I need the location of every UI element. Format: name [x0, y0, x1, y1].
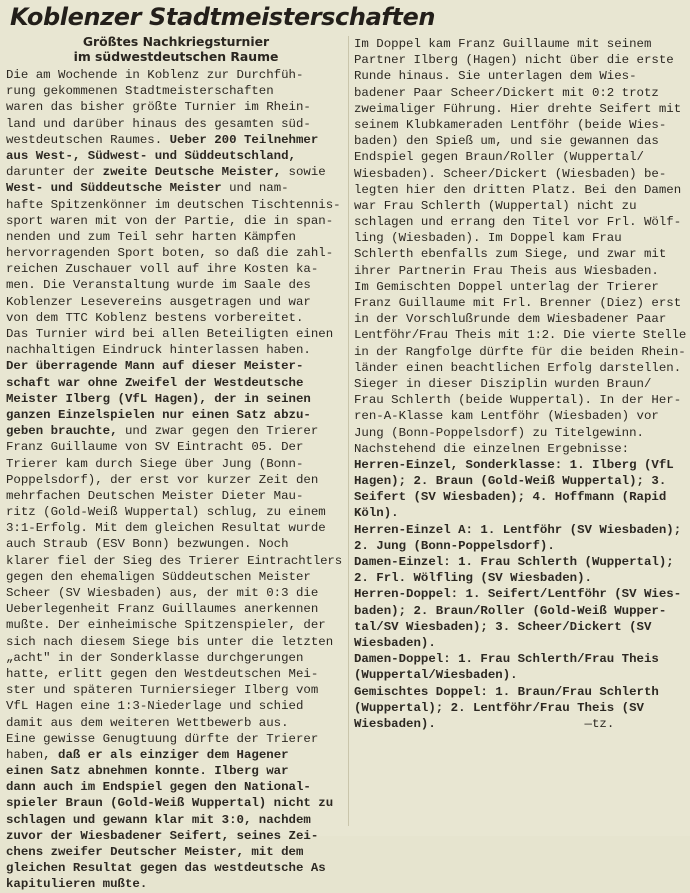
- text-segment: Ueber 200 Teilnehmer: [162, 132, 319, 147]
- text-segment: ren-A-Klasse kam Lentföhr (Wiesbaden) vor: [354, 409, 659, 424]
- text-line: [354, 85, 686, 101]
- text-segment: Schlerth ebenfalls zum Siege, und zwar mit: [354, 247, 667, 262]
- text-line: [6, 715, 342, 731]
- text-line: [6, 67, 342, 83]
- text-line: [6, 164, 342, 180]
- text-line: [6, 358, 342, 374]
- text-line: [354, 263, 686, 279]
- article-subheadline: [6, 34, 346, 64]
- text-line: [354, 376, 686, 392]
- text-line: [354, 295, 686, 311]
- text-segment: „acht" in der Sonderklasse durchgerungen: [6, 650, 304, 665]
- text-line: [354, 684, 686, 700]
- text-segment: tal/SV Wiesbaden); 3. Scheer/Dickert (SV: [354, 619, 652, 634]
- text-line: [354, 133, 686, 149]
- text-line: [354, 149, 686, 165]
- text-line: [354, 198, 686, 214]
- text-segment: Herren-Einzel, Sonderklasse: 1. Ilberg (VfL: [354, 457, 674, 472]
- text-line: [6, 747, 342, 763]
- text-line: [6, 407, 342, 423]
- text-segment: hervorragenden Sport boten, so daß die zahl-: [6, 246, 334, 261]
- text-line: [6, 698, 342, 714]
- text-line: [6, 439, 342, 455]
- text-line: [354, 68, 686, 84]
- text-segment: daß er als einziger dem Hagener: [50, 747, 289, 762]
- text-segment: länder einen beachtlichen Erfolg darstellen.: [354, 360, 682, 375]
- text-line: [6, 213, 342, 229]
- text-line: [354, 489, 686, 505]
- text-line: [6, 132, 342, 148]
- text-line: [6, 763, 342, 779]
- text-segment: nenden und zum Teil sehr harten Kämpfen: [6, 229, 296, 244]
- text-segment: schlagen und gewann klar mit 3:0, nachdem: [6, 812, 311, 827]
- text-segment: nachhaltigen Eindruck hinterlassen haben.: [6, 343, 311, 358]
- text-segment: Im Doppel kam Franz Guillaume mit seinem: [354, 37, 652, 51]
- text-line: [6, 536, 342, 552]
- text-segment: badener Paar Scheer/Dickert mit 0:2 trotz: [354, 85, 659, 100]
- article-column-right: [354, 36, 686, 732]
- text-line: [354, 230, 686, 246]
- text-line: [6, 860, 342, 876]
- text-segment: geben brauchte,: [6, 424, 118, 439]
- text-line: [6, 375, 342, 391]
- subheadline-line: im südwestdeutschen Raume: [73, 49, 279, 64]
- text-line: [6, 844, 342, 860]
- text-line: [6, 197, 342, 213]
- text-segment: Wiesbaden).: [354, 635, 436, 650]
- text-segment: Meister Ilberg (VfL Hagen), der in seinen: [6, 391, 311, 406]
- text-segment: gleichen Resultat gegen das westdeutsche As: [6, 861, 326, 876]
- text-line: [354, 214, 686, 230]
- text-line: [354, 473, 686, 489]
- text-line: [6, 876, 342, 892]
- text-line: [6, 456, 342, 472]
- text-segment: Die am Wochende in Koblenz zur Durchfüh-: [6, 68, 304, 82]
- text-segment: ster und späteren Turniersieger Ilberg vom: [6, 683, 319, 698]
- text-segment: Sieger in dieser Disziplin wurden Braun/: [354, 376, 652, 391]
- text-line: [354, 101, 686, 117]
- text-segment: Runde hinaus. Sie unterlagen dem Wies-: [354, 69, 637, 84]
- text-line: [354, 570, 686, 586]
- text-segment: 2. Frl. Wölfling (SV Wiesbaden).: [354, 571, 592, 586]
- text-line: [6, 601, 342, 617]
- text-line: [6, 812, 342, 828]
- text-line: [6, 585, 342, 601]
- text-line: [354, 538, 686, 554]
- text-segment: darunter der: [6, 165, 96, 180]
- text-line: [354, 716, 686, 732]
- text-segment: in der Rangfolge dürfte für die beiden Rhein-: [354, 344, 686, 359]
- text-segment: Jung (Bonn-Poppelsdorf) zu Titelgewinn.: [354, 425, 644, 440]
- text-segment: Poppelsdorf), der erst vor kurzer Zeit den: [6, 472, 319, 487]
- text-segment: Endspiel gegen Braun/Roller (Wuppertal/: [354, 150, 644, 165]
- text-segment: haben,: [6, 747, 51, 762]
- text-segment: Frau Schlerth (beide Wuppertal). In der Her-: [354, 393, 682, 408]
- text-segment: hatte, erlitt gegen den Westdeutschen Mei-: [6, 666, 319, 681]
- text-segment: aus West-, Südwest- und Süddeutschland,: [6, 148, 296, 163]
- text-segment: land und darüber hinaus des gesamten süd-: [6, 116, 311, 131]
- text-segment: —tz.: [435, 716, 615, 731]
- text-line: [354, 522, 686, 538]
- text-line: [354, 586, 686, 602]
- text-segment: damit aus dem weiteren Wettbewerb aus.: [6, 715, 289, 730]
- text-segment: VfL Hagen eine 1:3-Niederlage und schied: [6, 699, 304, 714]
- text-line: [354, 166, 686, 182]
- text-line: [354, 505, 686, 521]
- text-line: [6, 326, 342, 342]
- text-segment: Franz Guillaume von SV Eintracht 05. Der: [6, 440, 304, 455]
- text-segment: westdeutschen Raumes.: [6, 132, 163, 147]
- text-segment: reichen Zuschauer voll auf ihre Kosten ka-: [6, 262, 319, 277]
- text-segment: rung gekommenen Stadtmeisterschaften: [6, 84, 274, 99]
- text-line: [354, 392, 686, 408]
- text-line: [6, 261, 342, 277]
- text-line: [6, 634, 342, 650]
- text-segment: Nachstehend die einzelnen Ergebnisse:: [354, 441, 630, 456]
- text-line: [6, 148, 342, 164]
- text-line: [6, 569, 342, 585]
- text-segment: (Wuppertal/Wiesbaden).: [354, 668, 518, 683]
- text-segment: zweite Deutsche Meister,: [95, 165, 282, 180]
- text-segment: Eine gewisse Genugtuung dürfte der Trierer: [6, 731, 319, 746]
- text-segment: Wiesbaden).: [354, 716, 436, 731]
- text-segment: schlagen und errang den Titel vor Frl. Wölf-: [354, 215, 682, 230]
- text-line: [6, 342, 342, 358]
- text-segment: Scheer (SV Wiesbaden) aus, der mit 0:3 die: [6, 586, 319, 600]
- text-line: [354, 246, 686, 262]
- text-segment: sich nach diesem Siege bis unter die letzten: [6, 634, 334, 649]
- column-divider: [348, 36, 349, 826]
- text-line: [354, 619, 686, 635]
- text-segment: waren das bisher größte Turnier im Rhein-: [6, 100, 311, 115]
- text-segment: ihrer Partnerin Frau Theis aus Wiesbaden.: [354, 263, 659, 278]
- text-segment: zuvor der Wiesbadener Seifert, seines Zei-: [6, 828, 319, 843]
- text-segment: baden) den Spieß um, und sie gewannen das: [354, 134, 659, 149]
- text-line: [6, 116, 342, 132]
- text-segment: sport waren mit von der Partie, die in span-: [6, 213, 334, 228]
- text-segment: Im Gemischten Doppel unterlag der Trierer: [354, 279, 659, 294]
- text-line: [6, 180, 342, 196]
- text-line: [354, 651, 686, 667]
- text-line: [6, 504, 342, 520]
- text-segment: Koblenzer Lesevereins ausgetragen und war: [6, 294, 311, 309]
- text-line: [354, 425, 686, 441]
- text-line: [6, 795, 342, 811]
- text-segment: und zwar gegen den Trierer: [117, 424, 319, 439]
- text-segment: Herren-Einzel A: 1. Lentföhr (SV Wiesbaden);: [354, 522, 682, 537]
- text-line: [354, 603, 686, 619]
- text-line: [354, 182, 686, 198]
- text-segment: Das Turnier wird bei allen Beteiligten einen: [6, 327, 334, 341]
- text-segment: 2. Jung (Bonn-Poppelsdorf).: [354, 538, 555, 553]
- text-line: [354, 360, 686, 376]
- text-line: [6, 245, 342, 261]
- article-headline: Koblenzer Stadtmeisterschaften: [10, 3, 436, 31]
- text-line: [6, 99, 342, 115]
- text-segment: mußte. Der einheimische Spitzenspieler, der: [6, 618, 326, 633]
- text-segment: chens zweifer Deutscher Meister, mit dem: [6, 845, 304, 859]
- text-segment: schaft war ohne Zweifel der Westdeutsche: [6, 375, 304, 390]
- text-line: [6, 666, 342, 682]
- text-segment: ling (Wiesbaden). Im Doppel kam Frau: [354, 231, 622, 246]
- text-line: [354, 700, 686, 716]
- text-segment: hafte Spitzenkönner im deutschen Tischtennis-: [6, 197, 341, 212]
- text-line: [6, 83, 342, 99]
- text-segment: kapitulieren mußte.: [6, 877, 148, 892]
- text-line: [354, 408, 686, 424]
- text-line: [6, 423, 342, 439]
- text-segment: Ueberlegenheit Franz Guillaumes anerkennen: [6, 602, 319, 617]
- text-segment: Ilberg war: [206, 764, 289, 779]
- text-segment: von dem TTC Koblenz bestens vorbereitet.: [6, 310, 304, 325]
- text-line: [6, 779, 342, 795]
- text-line: [6, 520, 342, 536]
- text-segment: ganzen Einzelspielen nur einen Satz abzu-: [6, 407, 311, 422]
- text-segment: ritz (Gold-Weiß Wuppertal) schlug, zu einem: [6, 505, 326, 520]
- text-segment: und nam-: [221, 181, 289, 196]
- text-line: [6, 294, 342, 310]
- text-segment: Köln).: [354, 506, 399, 521]
- text-line: [6, 650, 342, 666]
- text-segment: Trierer kam durch Siege über Jung (Bonn-: [6, 456, 304, 471]
- text-segment: Herren-Doppel: 1. Seifert/Lentföhr (SV Wies-: [354, 587, 682, 602]
- text-line: [354, 441, 686, 457]
- text-line: [354, 554, 686, 570]
- text-segment: Gemischtes Doppel: 1. Braun/Frau Schlerth: [354, 684, 659, 699]
- text-segment: Partner Ilberg (Hagen) nicht über die erste: [354, 53, 674, 68]
- text-line: [354, 52, 686, 68]
- text-line: [6, 229, 342, 245]
- text-segment: Damen-Doppel: 1. Frau Schlerth/Frau Theis: [354, 652, 659, 667]
- text-line: [6, 731, 342, 747]
- text-segment: in der Vorschlußrunde dem Wiesbadener Paar: [354, 312, 667, 327]
- text-line: [6, 617, 342, 633]
- text-line: [354, 327, 686, 343]
- text-line: [354, 117, 686, 133]
- text-segment: legten hier den dritten Platz. Bei den Damen: [354, 182, 682, 197]
- text-line: [6, 277, 342, 293]
- text-segment: baden); 2. Braun/Roller (Gold-Weiß Wupper-: [354, 603, 667, 618]
- text-segment: Franz Guillaume mit Frl. Brenner (Diez) erst: [354, 296, 682, 310]
- subheadline-line: Größtes Nachkriegsturnier: [82, 34, 270, 49]
- text-segment: spieler Braun (Gold-Weiß Wuppertal) nicht zu: [6, 796, 334, 811]
- text-line: [354, 457, 686, 473]
- text-line: [354, 311, 686, 327]
- text-line: [6, 310, 342, 326]
- text-line: [354, 36, 686, 52]
- text-segment: Seifert (SV Wiesbaden); 4. Hoffmann (Rapid: [354, 490, 667, 505]
- text-segment: Lentföhr/Frau Theis mit 1:2. Die vierte Stelle: [354, 328, 687, 343]
- text-segment: Damen-Einzel: 1. Frau Schlerth (Wuppertal);: [354, 555, 674, 569]
- text-line: [354, 635, 686, 651]
- text-line: [6, 682, 342, 698]
- text-line: [354, 667, 686, 683]
- text-segment: West- und Süddeutsche Meister: [6, 181, 222, 196]
- text-segment: men. Die Veranstaltung wurde im Saale des: [6, 278, 311, 293]
- text-segment: (Wuppertal); 2. Lentföhr/Frau Theis (SV: [354, 700, 644, 715]
- text-line: [6, 488, 342, 504]
- text-line: [6, 553, 342, 569]
- text-line: [6, 391, 342, 407]
- text-line: [354, 344, 686, 360]
- text-segment: klarer fiel der Sieg des Trierer Eintrachtlers: [6, 553, 343, 568]
- text-segment: mehrfachen Deutschen Meister Dieter Mau-: [6, 488, 304, 503]
- text-segment: auch Straub (ESV Bonn) bezwungen. Noch: [6, 537, 289, 552]
- article-column-left: [6, 67, 342, 893]
- text-segment: Hagen); 2. Braun (Gold-Weiß Wuppertal); 3.: [354, 474, 667, 489]
- text-segment: war Frau Schlerth (Wuppertal) nicht zu: [354, 198, 637, 213]
- text-segment: Der überragende Mann auf dieser Meister-: [6, 359, 304, 374]
- text-segment: zweimaliger Führung. Hier drehte Seifert mit: [354, 101, 682, 116]
- text-segment: dann auch im Endspiel gegen den National-: [6, 780, 311, 795]
- text-line: [6, 472, 342, 488]
- text-segment: sowie: [281, 165, 326, 180]
- text-segment: einen Satz abnehmen konnte.: [6, 764, 207, 779]
- text-segment: seinem Klubkameraden Lentföhr (beide Wies-: [354, 117, 667, 132]
- text-segment: 3:1-Erfolg. Mit dem gleichen Resultat wurde: [6, 521, 326, 536]
- text-line: [354, 279, 686, 295]
- text-segment: Wiesbaden). Scheer/Dickert (Wiesbaden) be-: [354, 166, 667, 181]
- text-segment: gegen den ehemaligen Süddeutschen Meister: [6, 569, 311, 584]
